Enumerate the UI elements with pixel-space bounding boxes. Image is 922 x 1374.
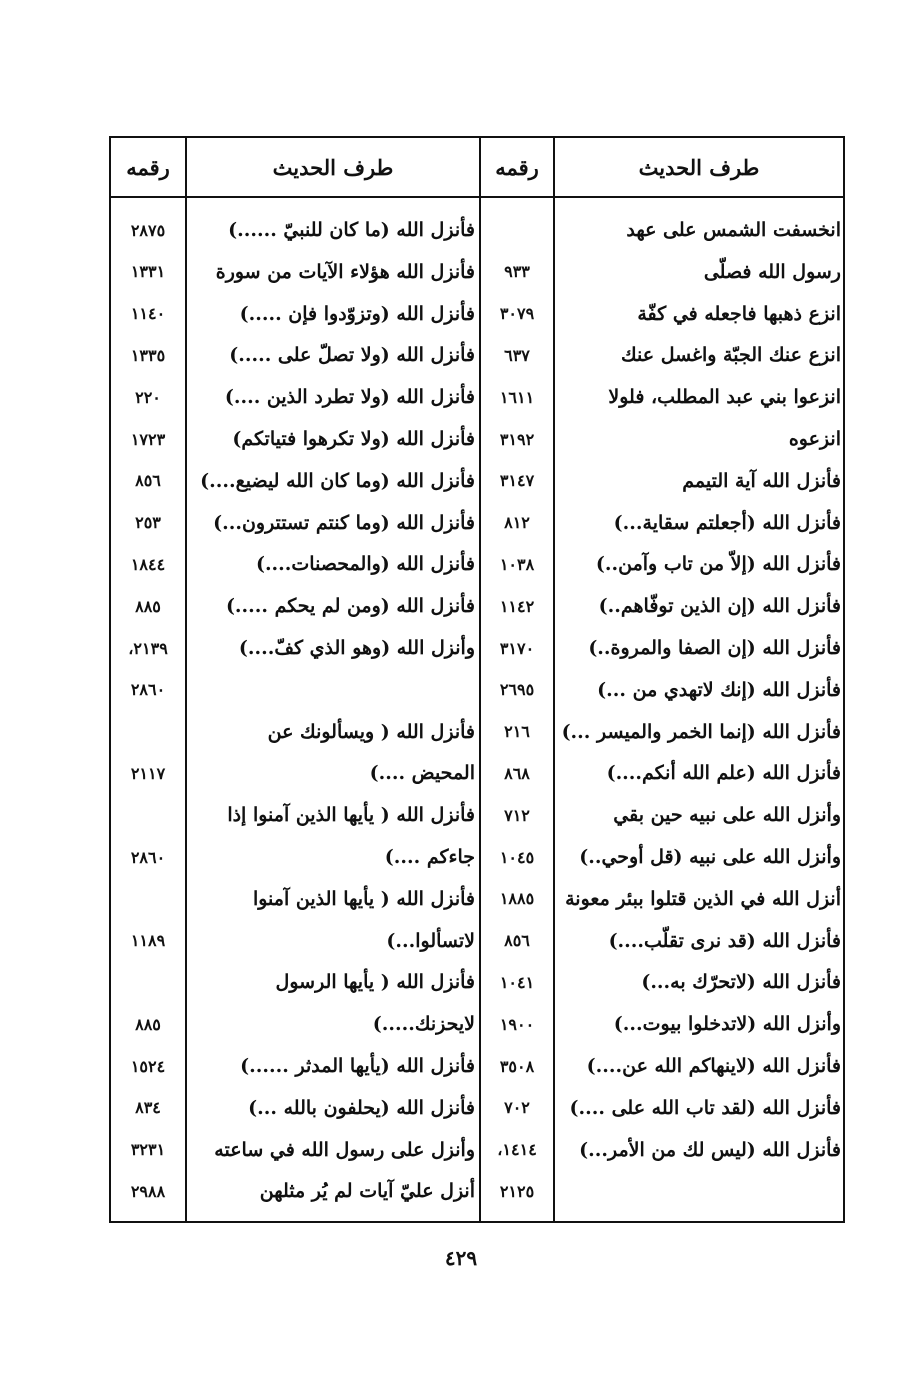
- page-number: ٤٢٩: [444, 1246, 478, 1270]
- hadith-entry: فأنزل الله (لقد تاب الله على ....): [569, 1096, 841, 1119]
- hadith-entry: انزعوه: [788, 428, 841, 450]
- hadith-number: [111, 794, 185, 836]
- hadith-number: ٢٢٠: [135, 387, 161, 407]
- hadith-entry: فأنزل الله (إنك لاتهدي من ...): [597, 678, 841, 701]
- hadith-number: ٣١٤٧: [499, 471, 535, 491]
- hadith-number: [111, 961, 185, 1003]
- hadith-entry: فأنزل الله (إلاّ من تاب وآمن..): [595, 553, 841, 576]
- hadith-number: ٣٥٠٨: [499, 1056, 535, 1076]
- hadith-number: ٢١٢٥: [499, 1181, 535, 1201]
- hadith-entry: فأنزل الله (إن الصفا والمروة..): [588, 637, 841, 659]
- hadith-number: ٣٠٧٩: [499, 304, 535, 324]
- hadith-number: ١٥٢٤: [130, 1056, 166, 1076]
- hadith-number: ١١٤٠: [130, 304, 166, 324]
- hadith-entry: انزع عنك الجبّة واغسل عنك: [621, 344, 841, 367]
- hadith-entry: انزع ذهبها فاجعله في كفّة: [637, 302, 841, 325]
- hadith-number: ١٨٤٤: [130, 554, 166, 574]
- hadith-number: ٢١١٧: [130, 763, 166, 783]
- hadith-entry: فأنزل الله (أجعلتم سقاية...): [613, 511, 841, 534]
- column-divider: [185, 138, 187, 1221]
- hadith-entry: أنزل عليّ آيات لم يُر مثلهن: [259, 1180, 475, 1203]
- hadith-entry: لاتسألوا...): [386, 929, 475, 952]
- hadith-number: ٣١٩٢: [499, 429, 535, 449]
- hadith-number: [111, 878, 185, 920]
- hadith-entry: فأنزل الله (ومن لم يحكم .....): [225, 595, 475, 618]
- hadith-index-table: [109, 136, 845, 1223]
- hadith-entry: فأنزل الله ( يأيها الذين آمنوا إذا: [227, 804, 475, 827]
- hadith-entry: [191, 669, 475, 711]
- header-hadith-left: طرف الحديث: [272, 154, 394, 180]
- hadith-entry: فأنزل الله (قد نرى تقلّب....): [608, 929, 841, 952]
- hadith-number: ٩٣٣: [504, 262, 530, 282]
- header-number-left: رقمه: [126, 154, 170, 180]
- hadith-number: ٨٥٦: [504, 931, 530, 951]
- hadith-number: ١٨٨٥: [499, 889, 535, 909]
- hadith-number: ٨٨٥: [135, 596, 161, 616]
- hadith-entry: فأنزل الله آية التيمم: [682, 469, 841, 492]
- hadith-entry: فأنزل الله (لاتحرّك به...): [641, 971, 841, 994]
- hadith-entry: انزعوا بني عبد المطلب، فلولا: [608, 386, 841, 409]
- hadith-entry: رسول الله فصلّى: [703, 260, 841, 283]
- hadith-entry: وأنزل على رسول الله في ساعته: [214, 1138, 475, 1161]
- hadith-number: ١٧٢٣: [130, 429, 166, 449]
- hadith-number: ٣١٧٠: [499, 638, 535, 658]
- hadith-entry: فأنزل الله (إنما الخمر والميسر ...): [561, 720, 841, 743]
- hadith-number: ١٠٤٥: [499, 847, 535, 867]
- hadith-number: ٢٩٨٨: [130, 1181, 166, 1201]
- hadith-number: ١٣٣٥: [130, 345, 166, 365]
- hadith-number: ١٤١٤،: [497, 1140, 537, 1160]
- hadith-entry: فأنزل الله (ولا تطرد الذين ....): [224, 386, 475, 409]
- hadith-entry: فأنزل الله (يحلفون بالله ...): [248, 1096, 475, 1119]
- hadith-number: ٨٣٤: [135, 1098, 161, 1118]
- hadith-entry: جاءكم ....): [384, 846, 475, 868]
- hadith-entry: فأنزل الله (يأيها المدثر ......): [240, 1055, 475, 1077]
- hadith-entry: فأنزل الله ( ويسألونك عن: [267, 720, 475, 743]
- hadith-entry: فأنزل الله (ما كان للنبيّ ......): [228, 219, 475, 241]
- hadith-number: ٢٦٩٥: [499, 680, 535, 700]
- hadith-entry: فأنزل الله (وتزوّدوا فإن .....): [239, 302, 475, 325]
- hadith-entry: فأنزل الله ( يأيها الرسول: [275, 971, 475, 994]
- hadith-entry: فأنزل الله (إن الذين توفّاهم..): [598, 595, 841, 618]
- hadith-entry: وأنزل الله على نبيه (قل أوحي..): [579, 846, 841, 868]
- hadith-number: ١١٤٢: [499, 596, 535, 616]
- header-hadith-right: طرف الحديث: [638, 154, 760, 180]
- hadith-entry: فأنزل الله ( يأيها الذين آمنوا: [252, 887, 475, 910]
- header-number-right: رقمه: [495, 154, 539, 180]
- hadith-number: ١٦١١: [499, 387, 535, 407]
- hadith-entry: وأنزل الله على نبيه حين بقي: [613, 804, 841, 827]
- hadith-number: ٢٥٣: [135, 513, 161, 533]
- hadith-number: [481, 209, 553, 251]
- hadith-entry: أنزل الله في الذين قتلوا ببئر معونة: [565, 887, 841, 910]
- hadith-number: ٧١٢: [504, 805, 530, 825]
- hadith-number: ٢٨٧٥: [130, 220, 166, 240]
- hadith-number: ٨١٢: [504, 513, 530, 533]
- hadith-entry: فأنزل الله هؤلاء الآيات من سورة: [215, 260, 475, 283]
- hadith-entry: فأنزل الله (ليس لك من الأمر...): [579, 1138, 841, 1161]
- hadith-number: [111, 711, 185, 753]
- hadith-number: ١٣٣١: [130, 262, 166, 282]
- hadith-number: ١١٨٩: [130, 931, 166, 951]
- column-divider: [553, 138, 555, 1221]
- header-divider: [111, 196, 843, 198]
- hadith-entry: وأنزل الله (لاتدخلوا بيوت...): [613, 1013, 841, 1036]
- hadith-entry: المحيض ....): [369, 762, 475, 785]
- hadith-number: ٢١٣٩،: [128, 638, 168, 658]
- hadith-number: ٦٣٧: [504, 345, 530, 365]
- hadith-number: ٨٥٦: [135, 471, 161, 491]
- hadith-number: ٢٨٦٠: [130, 680, 166, 700]
- hadith-entry: وأنزل الله (وهو الذي كفّ....): [238, 637, 475, 659]
- hadith-number: ٨٨٥: [135, 1014, 161, 1034]
- hadith-entry: فأنزل الله (وما كان الله ليضيع....): [200, 469, 475, 492]
- hadith-entry: فأنزل الله (لاينهاكم الله عن....): [586, 1055, 841, 1077]
- hadith-entry: فأنزل الله (وما كنتم تستترون...): [213, 511, 475, 534]
- hadith-number: ١٩٠٠: [499, 1014, 535, 1034]
- hadith-number: ٣٢٣١: [130, 1140, 166, 1160]
- hadith-entry: [559, 1170, 841, 1212]
- hadith-entry: لايحزنك.....): [372, 1013, 475, 1036]
- hadith-entry: فأنزل الله (والمحصنات....): [255, 553, 475, 576]
- hadith-number: ٢١٦: [504, 722, 530, 742]
- hadith-number: ١٠٣٨: [499, 554, 535, 574]
- hadith-entry: فأنزل الله (علم الله أنكم....): [606, 762, 841, 785]
- hadith-number: ٧٠٢: [504, 1098, 530, 1118]
- hadith-number: ٨٦٨: [504, 763, 530, 783]
- hadith-entry: فأنزل الله (ولا تصلّ على .....): [229, 344, 475, 367]
- hadith-entry: فأنزل الله (ولا تكرهوا فتياتكم): [232, 428, 475, 450]
- hadith-entry: انخسفت الشمس على عهد: [626, 219, 841, 241]
- hadith-number: ١٠٤١: [499, 972, 535, 992]
- hadith-number: ٢٨٦٠: [130, 847, 166, 867]
